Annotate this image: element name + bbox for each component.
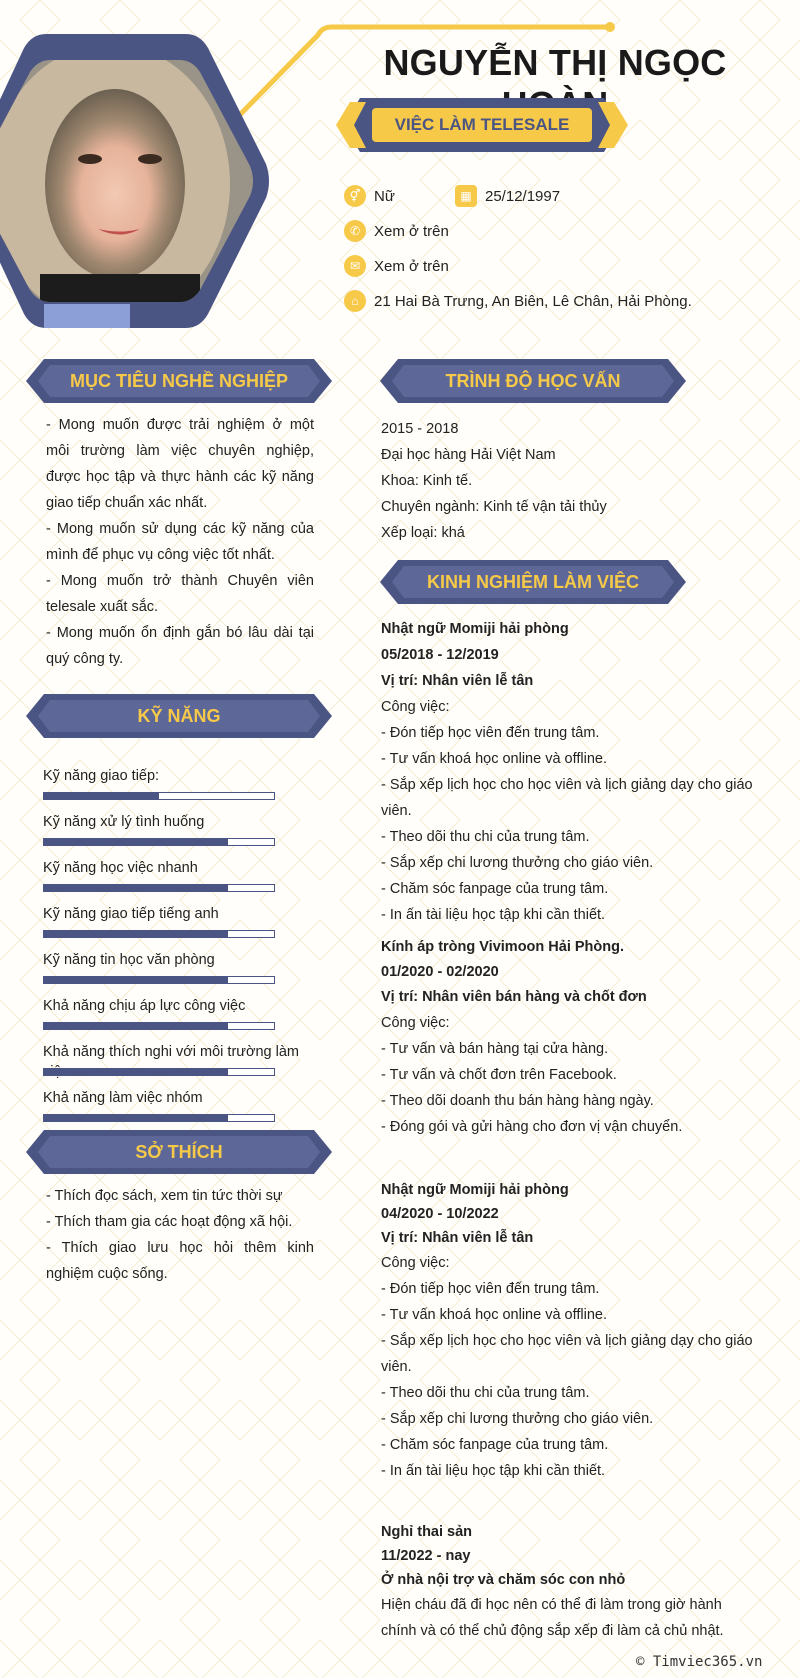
job-position: Vị trí: Nhân viên lễ tân	[381, 1230, 534, 1246]
address-row	[344, 290, 692, 312]
job-duty: - Theo dõi thu chi của trung tâm.	[381, 829, 590, 845]
job-title-banner	[332, 96, 632, 154]
job-duty: - In ấn tài liệu học tập khi cần thiết.	[381, 907, 606, 923]
email-value: Xem ở trên	[374, 257, 449, 275]
job-period: 05/2018 - 12/2019	[381, 647, 499, 663]
avatar	[0, 34, 270, 328]
skill-item	[43, 858, 323, 904]
skills-header	[24, 692, 334, 740]
job-entry	[381, 1520, 761, 1644]
job-entry	[381, 616, 761, 928]
address-value: 21 Hai Bà Trưng, An Biên, Lê Chân, Hải Phòng.	[374, 292, 692, 310]
objective-list	[46, 412, 314, 672]
education-block	[381, 416, 761, 546]
skill-name: Kỹ năng học việc nhanh	[43, 860, 198, 876]
job-duty: - Sắp xếp chi lương thưởng cho giáo viên.	[381, 855, 654, 871]
experience-list	[381, 616, 761, 1644]
phone-icon: ✆	[344, 220, 366, 242]
job-duty: - Sắp xếp chi lương thưởng cho giáo viên.	[381, 1411, 654, 1427]
dob-value: 25/12/1997	[485, 187, 561, 205]
skill-bar	[43, 930, 275, 938]
job-position: Vị trí: Nhân viên bán hàng và chốt đơn	[381, 989, 647, 1005]
job-duty: - Theo dõi thu chi của trung tâm.	[381, 1385, 590, 1401]
skill-item	[43, 950, 323, 996]
education-rank: Xếp loại: khá	[381, 525, 465, 541]
objective-item: - Mong muốn sử dụng các kỹ năng của mình để phục vụ công việc tốt nhất.	[46, 521, 314, 563]
hobby-item: - Thích giao lưu học hỏi thêm kinh nghiệm cuộc sống.	[46, 1240, 314, 1282]
hobbies-list	[46, 1183, 314, 1287]
phone-value: Xem ở trên	[374, 222, 449, 240]
skill-item	[43, 996, 323, 1042]
skill-bar-fill	[44, 885, 228, 891]
skill-bar	[43, 976, 275, 984]
skill-name: Khả năng thích nghi với môi trường làm	[43, 1044, 300, 1060]
skill-bar-fill	[44, 839, 228, 845]
objective-item: - Mong muốn ổn định gắn bó lâu dài tại quý công ty.	[46, 625, 314, 667]
job-company: Nhật ngữ Momiji hải phòng	[381, 1182, 569, 1198]
job-duty: - Tư vấn khoá học online và offline.	[381, 751, 608, 767]
job-position: Ở nhà nội trợ và chăm sóc con nhỏ	[381, 1572, 626, 1588]
skill-bar-fill	[44, 1023, 228, 1029]
skill-item	[43, 812, 323, 858]
job-work-label: Công việc:	[381, 1015, 450, 1031]
gender-value: Nữ	[374, 187, 395, 205]
gender-icon: ⚥	[344, 185, 366, 207]
watermark: © Timviec365.vn	[636, 1654, 763, 1670]
job-company: Nghỉ thai sản	[381, 1524, 473, 1540]
job-company: Kính áp tròng Vivimoon Hải Phòng.	[381, 939, 625, 955]
job-duty: - Đón tiếp học viên đến trung tâm.	[381, 725, 600, 741]
job-work-label: Công việc:	[381, 699, 450, 715]
home-icon: ⌂	[344, 290, 366, 312]
hobby-item: - Thích tham gia các hoạt động xã hội.	[46, 1214, 293, 1230]
job-duty: - Đón tiếp học viên đến trung tâm.	[381, 1281, 600, 1297]
skill-item	[43, 1042, 323, 1088]
job-duty: - Tư vấn và bán hàng tại cửa hàng.	[381, 1041, 609, 1057]
experience-title: KINH NGHIỆM LÀM VIỆC	[426, 571, 639, 592]
objective-item: - Mong muốn trở thành Chuyên viên telesale xuất sắc.	[46, 573, 314, 615]
skill-name: Kỹ năng xử lý tình huống	[43, 814, 205, 830]
job-duty: - Sắp xếp lịch học cho học viên và lịch giảng dạy cho giáo viên.	[381, 777, 753, 819]
job-duty: - Tư vấn và chốt đơn trên Facebook.	[381, 1067, 617, 1083]
skill-bar	[43, 838, 275, 846]
education-header	[378, 357, 688, 405]
email-row	[344, 255, 449, 277]
skill-bar-fill	[44, 977, 228, 983]
skill-name: Kỹ năng tin học văn phòng	[43, 952, 215, 968]
calendar-icon: ▦	[455, 185, 477, 207]
skill-bar-fill	[44, 793, 159, 799]
skills-list	[43, 766, 323, 1134]
candidate-name: NGUYỄN THỊ NGỌC	[383, 42, 727, 83]
skill-bar	[43, 792, 275, 800]
job-period: 04/2020 - 10/2022	[381, 1206, 499, 1222]
email-icon: ✉	[344, 255, 366, 277]
job-description: Hiện cháu đã đi học nên có thể đi làm trong giờ hành chính và có thể chủ động sắp xếp đi làm cả chủ nhật.	[381, 1597, 724, 1639]
job-title: VIỆC LÀM TELESALE	[394, 115, 570, 134]
job-duty: - Sắp xếp lịch học cho học viên và lịch giảng dạy cho giáo viên.	[381, 1333, 753, 1375]
job-entry	[381, 934, 761, 1140]
job-duty: - Theo dõi doanh thu bán hàng hàng ngày.	[381, 1093, 654, 1109]
job-duty: - Đóng gói và gửi hàng cho đơn vị vận chuyển.	[381, 1119, 683, 1135]
skill-bar	[43, 884, 275, 892]
job-period: 01/2020 - 02/2020	[381, 964, 499, 980]
phone-row	[344, 220, 449, 242]
objective-item: - Mong muốn được trải nghiệm ở một môi trường làm việc chuyên nghiệp, được học tập và thực hành các kỹ năng giao tiếp chuẩn xác nhất.	[46, 417, 314, 511]
job-position: Vị trí: Nhân viên lễ tân	[381, 673, 534, 689]
education-major: Chuyên ngành: Kinh tế vận tải thủy	[381, 499, 607, 515]
skill-item	[43, 904, 323, 950]
job-duty: - Tư vấn khoá học online và offline.	[381, 1307, 608, 1323]
skill-bar	[43, 1068, 275, 1076]
job-duty: - In ấn tài liệu học tập khi cần thiết.	[381, 1463, 606, 1479]
hobby-item: - Thích đọc sách, xem tin tức thời sự	[46, 1188, 283, 1204]
skill-bar	[43, 1022, 275, 1030]
skill-item	[43, 766, 323, 812]
experience-header	[378, 558, 688, 606]
skill-bar-fill	[44, 931, 228, 937]
objective-header	[24, 357, 334, 405]
hobbies-title: SỞ THÍCH	[135, 1141, 223, 1162]
gender-row	[344, 185, 395, 207]
job-period: 11/2022 - nay	[381, 1548, 471, 1564]
skill-name: Khả năng làm việc nhóm	[43, 1090, 203, 1106]
skills-title: KỸ NĂNG	[137, 705, 221, 726]
hobbies-header	[24, 1128, 334, 1176]
dob-row	[455, 185, 560, 207]
skill-name: Kỹ năng giao tiếp tiếng anh	[43, 906, 219, 922]
education-title: TRÌNH ĐỘ HỌC VẤN	[445, 370, 621, 391]
skill-bar	[43, 1114, 275, 1122]
job-work-label: Công việc:	[381, 1255, 450, 1271]
job-duty: - Chăm sóc fanpage của trung tâm.	[381, 1437, 609, 1453]
objective-title: MỤC TIÊU NGHỀ NGHIỆP	[69, 370, 288, 391]
job-entry	[381, 1178, 761, 1484]
education-faculty: Khoa: Kinh tế.	[381, 473, 473, 489]
job-company: Nhật ngữ Momiji hải phòng	[381, 621, 569, 637]
skill-bar-fill	[44, 1115, 228, 1121]
skill-name: Kỹ năng giao tiếp:	[43, 768, 160, 784]
education-school: Đại học hàng Hải Việt Nam	[381, 447, 556, 463]
skill-name: Khả năng chịu áp lực công việc	[43, 998, 246, 1014]
skill-bar-fill	[44, 1069, 228, 1075]
education-period: 2015 - 2018	[381, 421, 459, 437]
job-duty: - Chăm sóc fanpage của trung tâm.	[381, 881, 609, 897]
